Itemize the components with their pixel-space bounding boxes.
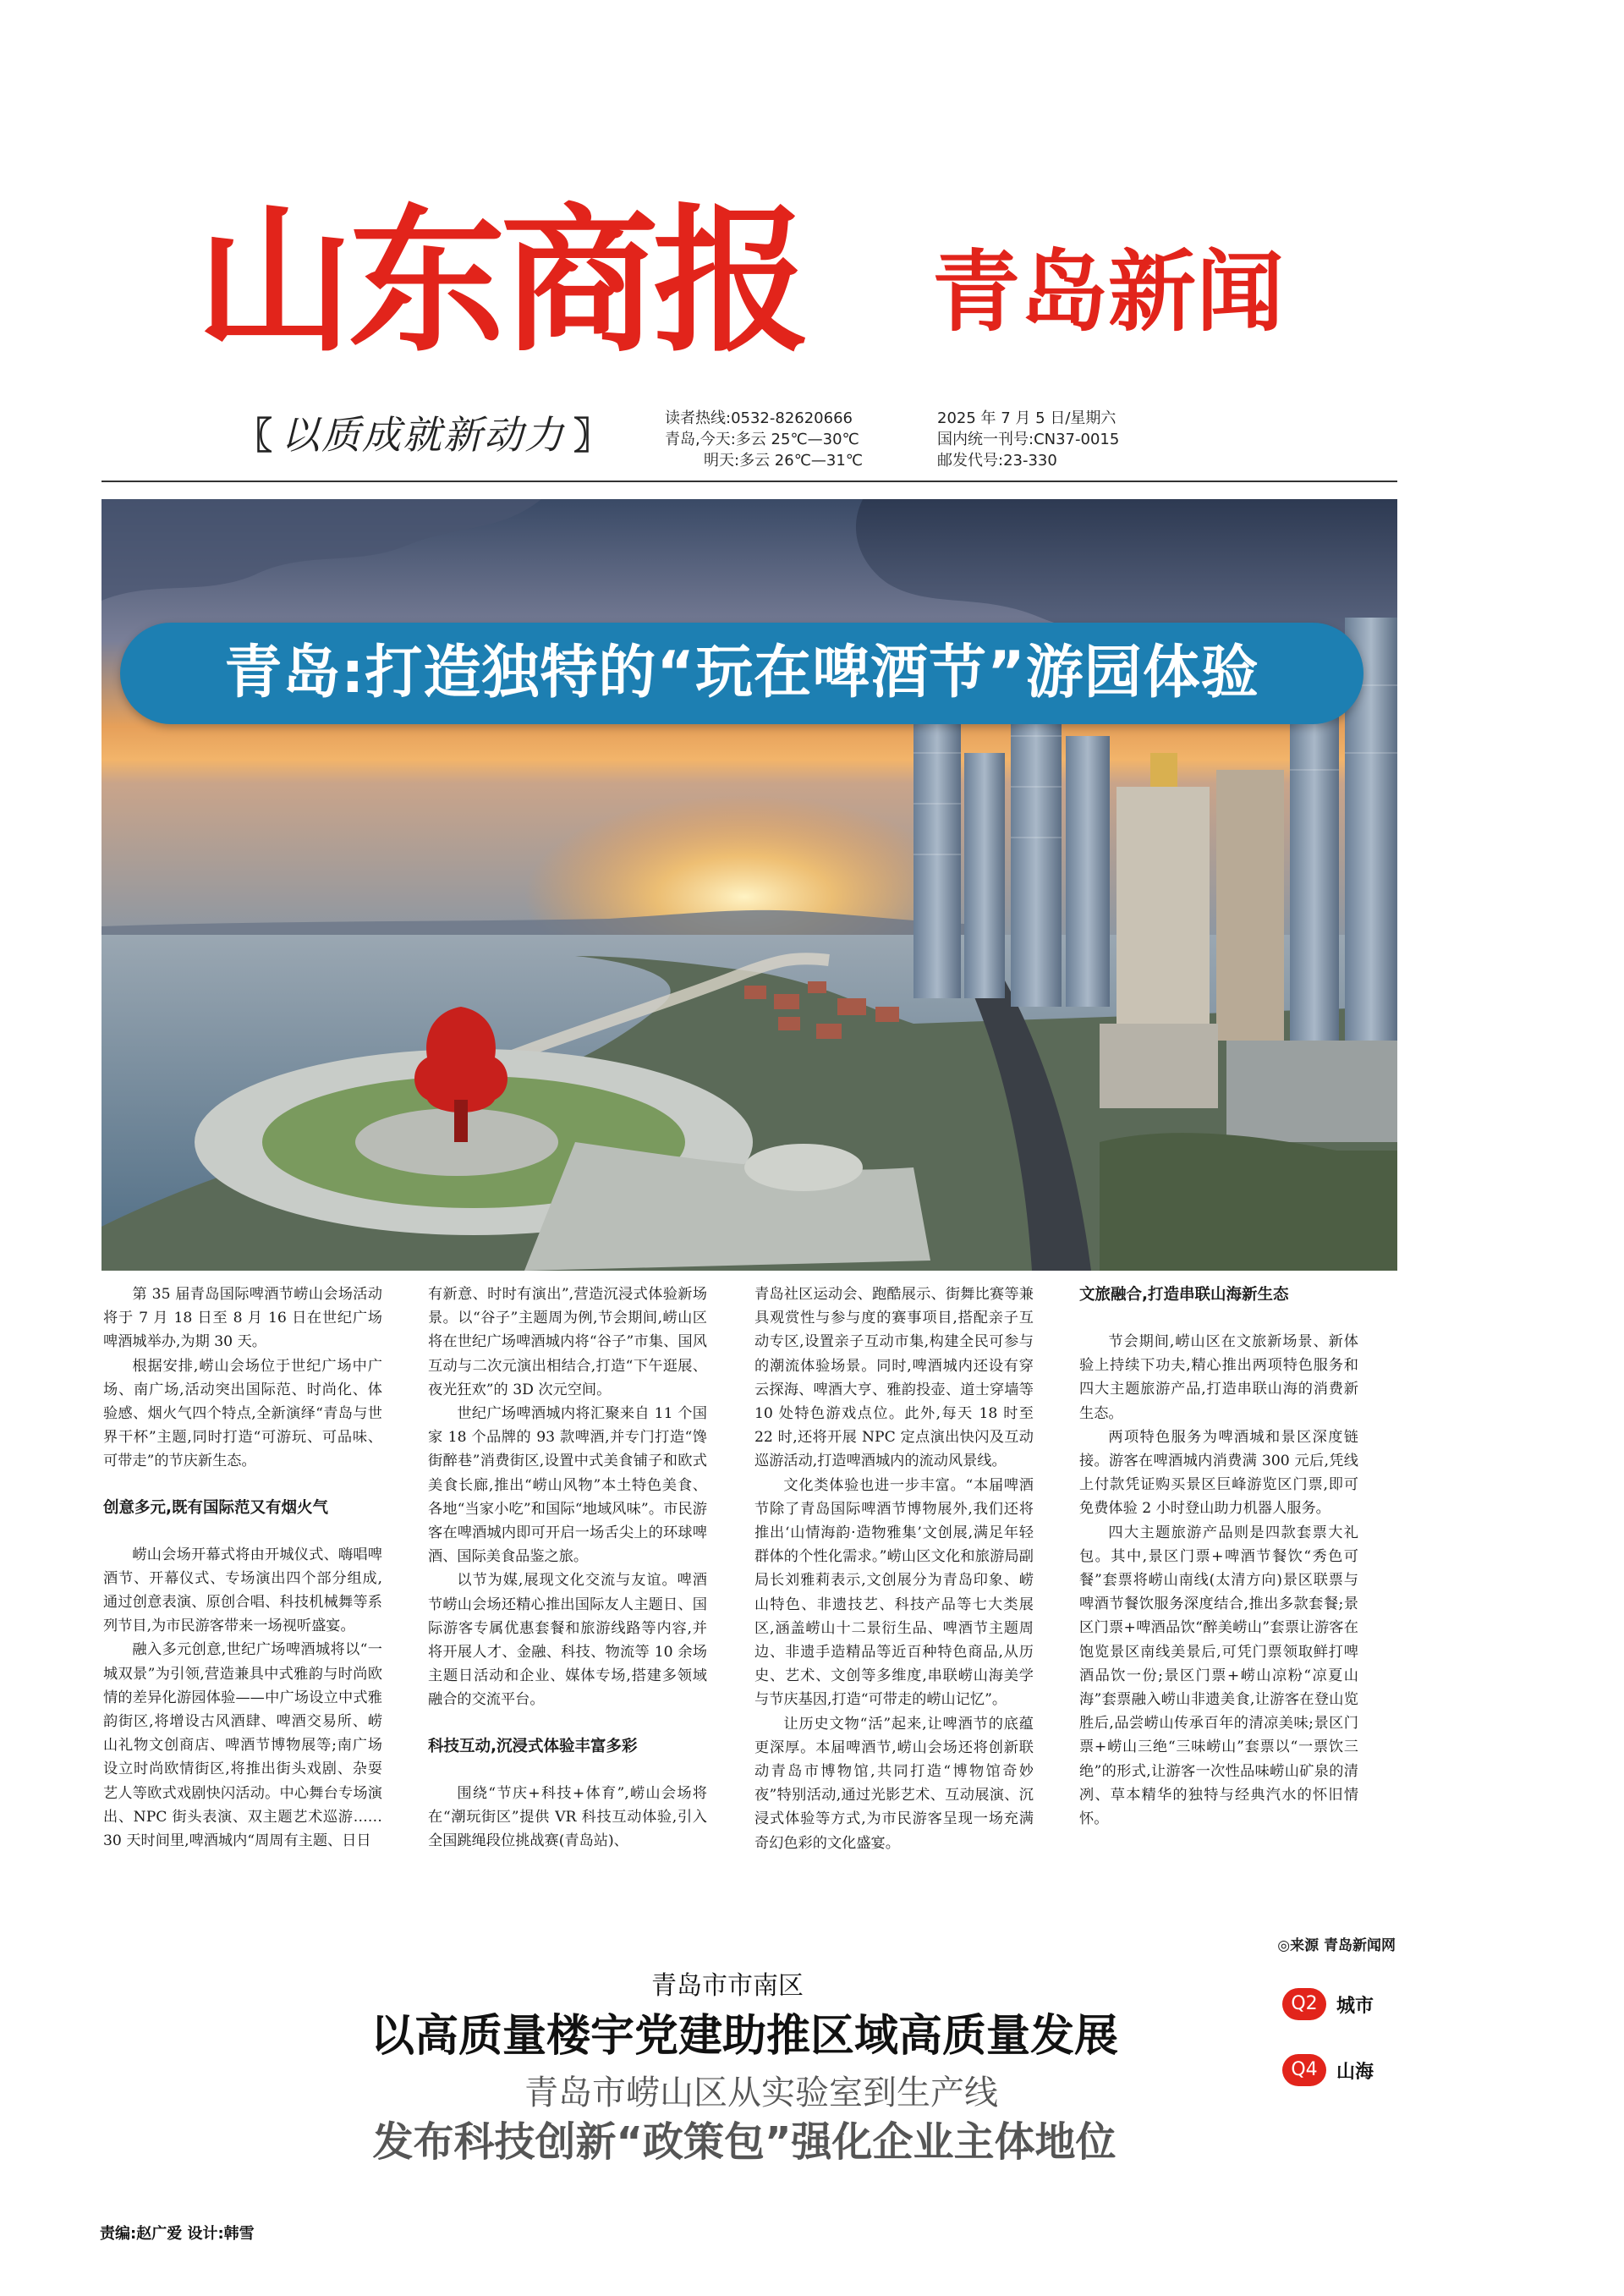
paragraph: 两项特色服务为啤酒城和景区深度链接。游客在啤酒城内消费满 300 元后,凭线上付款凭证购买景区巨峰游览区门票,即可免费体验 2 小时登山助力机器人服务。 [1079, 1428, 1358, 1518]
slogan-bracket-right: 〗 [573, 415, 611, 458]
slogan-text: 以质成就新动力 [281, 412, 565, 458]
teaser-1-kicker[interactable]: 青岛市市南区 [651, 1971, 804, 2001]
masthead-info-right [937, 408, 1191, 471]
issue-date: 2025 年 7 月 5 日/星期六 [937, 409, 1116, 427]
page-label: 山海 [1336, 2061, 1374, 2083]
paragraph: 有新意、时时有演出”,营造沉浸式体验新场景。以“谷子”主题周为例,节会期间,崂山区将在世纪广场啤酒城内将“谷子”市集、国风互动与二次元演出相结合,打造“下午逛展、夜光狂欢”的 3D 次元空间。 [428, 1286, 707, 1398]
page-ref-city[interactable] [1282, 1988, 1374, 2020]
hero-photo-illustration [102, 499, 1397, 1271]
teaser-2-kicker[interactable]: 青岛市崂山区从实验室到生产线 [524, 2074, 998, 2112]
paragraph: 根据安排,崂山会场位于世纪广场中广场、南广场,活动突出国际范、时尚化、体验感、烟火气四个特点,全新演绎“青岛与世界干杯”主题,同时打造“可游玩、可品味、可带走”的节庆新生态。 [103, 1357, 382, 1470]
subheading: 创意多元,既有国际范又有烟火气 [103, 1498, 329, 1517]
paragraph: 四大主题旅游产品则是四款套票大礼包。其中,景区门票+啤酒节餐饮“秀色可餐”套票将崂山南线(太清方向)景区联票与啤酒节餐饮服务深度结合,推出多款套餐;景区门票+啤酒品饮“醉美崂山”套票让游客在饱览景区南线美景后,可凭门票领取鲜打啤酒品饮一份;景区门票+崂山凉粉“凉夏山海”套票融入崂山非遗美食,让游客在登山览胜后,品尝崂山传承百年的清凉美味;景区门票+崂山三绝“三味崂山”套票以“一票饮三绝”的形式,让游客一次性品味崂山矿泉的清冽、草本精华的独特与经典汽水的怀旧情怀。 [1079, 1524, 1358, 1828]
paragraph: 文化类体验也进一步丰富。“本届啤酒节除了青岛国际啤酒节博物展外,我们还将推出‘山情海韵·造物雅集’文创展,满足年轻群体的个性化需求。”崂山区文化和旅游局副局长刘雅莉表示,文创展分为青岛印象、崂山特色、非遗技艺、科技产品等七大类展区,涵盖崂山十二景衍生品、啤酒节主题周边、非遗手造精品等近百种特色商品,从历史、艺术、文创等多维度,串联崂山海美学与节庆基因,打造“可带走的崂山记忆”。 [754, 1476, 1034, 1709]
weather-tomorrow: 明天:多云 26℃—31℃ [704, 452, 864, 470]
slogan [235, 406, 641, 459]
weather-today: 青岛,今天:多云 25℃—30℃ [665, 431, 859, 448]
paragraph: 世纪广场啤酒城内将汇聚来自 11 个国家 18 个品牌的 93 款啤酒,并专门打造“馋街醉巷”消费街区,设置中式美食铺子和欧式美食长廊,推出“崂山风物”本土特色美食、各地“当家小吃”和国际“地域风味”。市民游客在啤酒城内即可开启一场舌尖上的环球啤酒、国际美食品鉴之旅。 [428, 1405, 707, 1566]
section-title: 青岛新闻 [932, 240, 1285, 343]
masthead-title: 山东商报 [196, 190, 806, 373]
postal-code: 邮发代号:23-330 [937, 452, 1057, 470]
headline: 青岛:打造独特的“玩在啤酒节”游园体验 [224, 640, 1259, 706]
page-ref-shanhai[interactable] [1282, 2054, 1374, 2086]
issn-number: 国内统一刊号:CN37-0015 [937, 431, 1120, 448]
subheading: 文旅融合,打造串联山海新生态 [1079, 1286, 1289, 1304]
subheading: 科技互动,沉浸式体验丰富多彩 [428, 1737, 638, 1755]
teaser-1-title[interactable]: 以高质量楼宇党建助推区域高质量发展 [370, 2011, 1118, 2062]
masthead-divider [102, 481, 1397, 482]
editor-credits: 责编:赵广爱 设计:韩雪 [100, 2225, 255, 2243]
paragraph: 围绕“节庆+科技+体育”,崂山会场将在“潮玩街区”提供 VR 科技互动体验,引入全国跳绳段位挑战赛(青岛站)、 [428, 1784, 707, 1850]
paragraph: 融入多元创意,世纪广场啤酒城将以“一城双景”为引领,营造兼具中式雅韵与时尚欧情的差异化游园体验——中广场设立中式雅韵街区,将增设古风酒肆、啤酒交易所、崂山礼物文创商店、啤酒节博物展等;南广场设立时尚欧情街区,将推出街头戏剧、杂耍艺人等欧式戏剧快闪活动。中心舞台专场演出、NPC 街头表演、双主题艺术巡游……30 天时间里,啤酒城内“周周有主题、日日 [103, 1641, 382, 1850]
reader-hotline: 读者热线:0532-82620666 [665, 409, 853, 427]
slogan-bracket-left: 〖 [235, 415, 272, 458]
article-column-2 [428, 1283, 707, 1853]
paragraph: 崂山会场开幕式将由开城仪式、嗨唱啤酒节、开幕仪式、专场演出四个部分组成,通过创意表演、原创合唱、科技机械舞等系列节目,为市民游客带来一场视听盛宴。 [103, 1546, 382, 1635]
paragraph: 以节为媒,展现文化交流与友谊。啤酒节崂山会场还精心推出国际友人主题日、国际游客专属优惠套餐和旅游线路等内容,并将开展人才、金融、科技、物流等 10 余场主题日活动和企业、媒体专场,搭建多领域融合的交流平台。 [428, 1572, 707, 1709]
hero-photo [102, 499, 1397, 1271]
page-badge: Q2 [1282, 1988, 1326, 2020]
paragraph: 青岛社区运动会、跑酷展示、街舞比赛等兼具观赏性与参与度的赛事项目,搭配亲子互动专区,设置亲子互动市集,构建全民可参与的潮流体验场景。同时,啤酒城内还设有穿云探海、啤酒大亨、雅韵投壶、道士穿墙等 10 处特色游戏点位。此外,每天 18 时至 22 时,还将开展 NPC 定点演出快闪及互动巡游活动,打造啤酒城内的流动风景线。 [754, 1286, 1034, 1470]
page-badge: Q4 [1282, 2054, 1326, 2086]
article-column-1 [103, 1283, 382, 1853]
teaser-2-title[interactable]: 发布科技创新“政策包”强化企业主体地位 [372, 2118, 1116, 2166]
article-column-3 [754, 1283, 1034, 1855]
paragraph: 让历史文物“活”起来,让啤酒节的底蕴更深厚。本届啤酒节,崂山会场还将创新联动青岛市博物馆,共同打造“博物馆奇妙夜”特别活动,通过光影艺术、互动展演、沉浸式体验等方式,为市民游客呈现一场充满奇幻色彩的文化盛宴。 [754, 1715, 1034, 1852]
article-source: ◎来源 青岛新闻网 [1277, 1937, 1396, 1954]
paragraph: 第 35 届青岛国际啤酒节崂山会场活动将于 7 月 18 日至 8 月 16 日在世纪广场啤酒城举办,为期 30 天。 [103, 1286, 382, 1351]
paragraph: 节会期间,崂山区在文旅新场景、新体验上持续下功夫,精心推出两项特色服务和四大主题旅游产品,打造串联山海的消费新生态。 [1079, 1333, 1358, 1422]
article-column-4 [1079, 1283, 1358, 1831]
page-label: 城市 [1336, 1995, 1374, 2017]
masthead-info-left [665, 408, 919, 471]
